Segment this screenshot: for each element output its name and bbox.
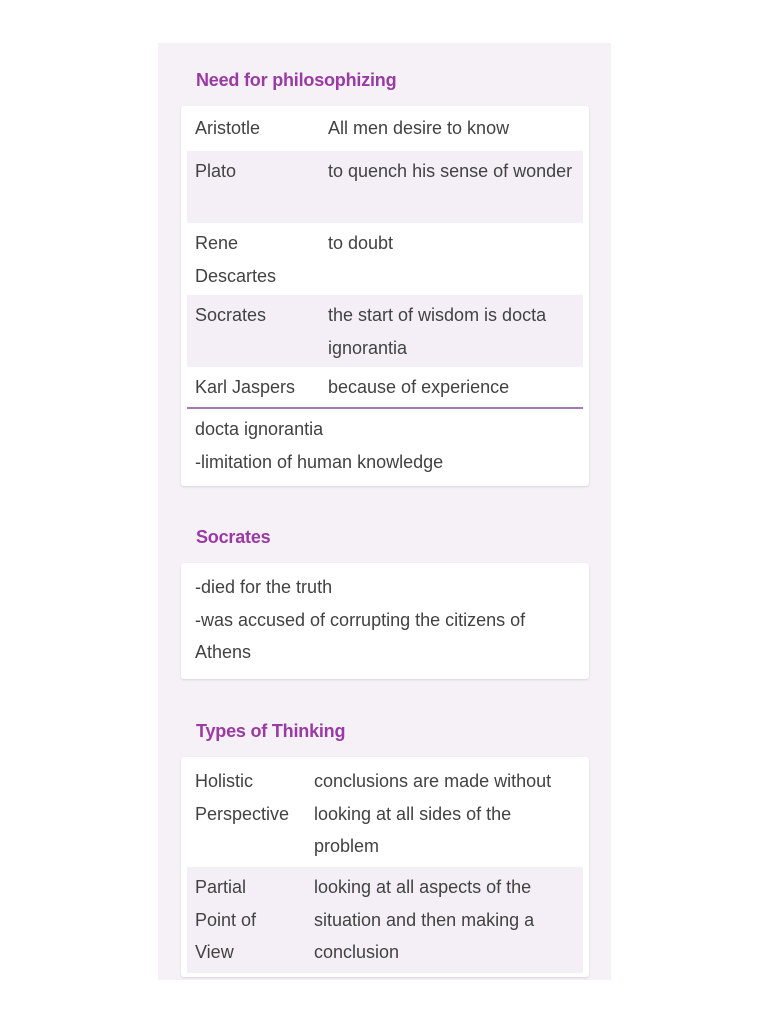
- note-line: -limitation of human knowledge: [195, 451, 444, 472]
- term-line: Holistic: [195, 771, 254, 791]
- term-cell: Karl Jaspers: [195, 377, 296, 397]
- term-cell: [195, 765, 305, 830]
- term-cell: Socrates: [195, 305, 267, 325]
- term-line: Partial: [195, 877, 247, 897]
- note: [187, 563, 583, 677]
- term-cell: [195, 871, 314, 969]
- note-line: -died for the truth: [195, 577, 333, 597]
- note-line: -was accused of corrupting the citizens of Athens: [195, 609, 526, 662]
- term-cell: Aristotle: [195, 118, 261, 138]
- definition-cell: to doubt: [328, 233, 394, 253]
- term-line: Rene: [195, 233, 239, 253]
- table-row: [187, 151, 583, 223]
- table-row: [187, 223, 583, 295]
- term-line: Perspective: [195, 803, 290, 824]
- table-row: [187, 867, 583, 973]
- section-title-socrates: Socrates: [196, 527, 271, 547]
- section-title-need-for-philosophizing: Need for philosophizing: [196, 70, 397, 90]
- table-row: [187, 757, 583, 867]
- card-types-of-thinking: [181, 757, 589, 977]
- term-line: View: [195, 942, 234, 962]
- definition-cell: because of experience: [328, 377, 510, 397]
- table-row: [187, 106, 583, 151]
- term-cell: Plato: [195, 161, 237, 181]
- term-line: Descartes: [195, 265, 277, 286]
- card-need-for-philosophizing: [181, 106, 589, 486]
- definition-cell: All men desire to know: [328, 118, 510, 138]
- note-line: docta ignorantia: [195, 419, 324, 439]
- card-socrates: [181, 563, 589, 679]
- definition-cell: to quench his sense of wonder: [328, 161, 573, 181]
- term-cell: [195, 227, 315, 292]
- term-line: Point of: [195, 909, 257, 930]
- table-row: [187, 295, 583, 367]
- table-row: [187, 367, 583, 407]
- section-title-types-of-thinking: Types of Thinking: [196, 721, 346, 741]
- note: [187, 409, 583, 482]
- definition-cell: looking at all aspects of the situation and then making a conclusion: [314, 877, 535, 962]
- definition-cell: conclusions are made without looking at all sides of the problem: [314, 771, 552, 856]
- definition-cell: the start of wisdom is docta ignorantia: [328, 305, 547, 358]
